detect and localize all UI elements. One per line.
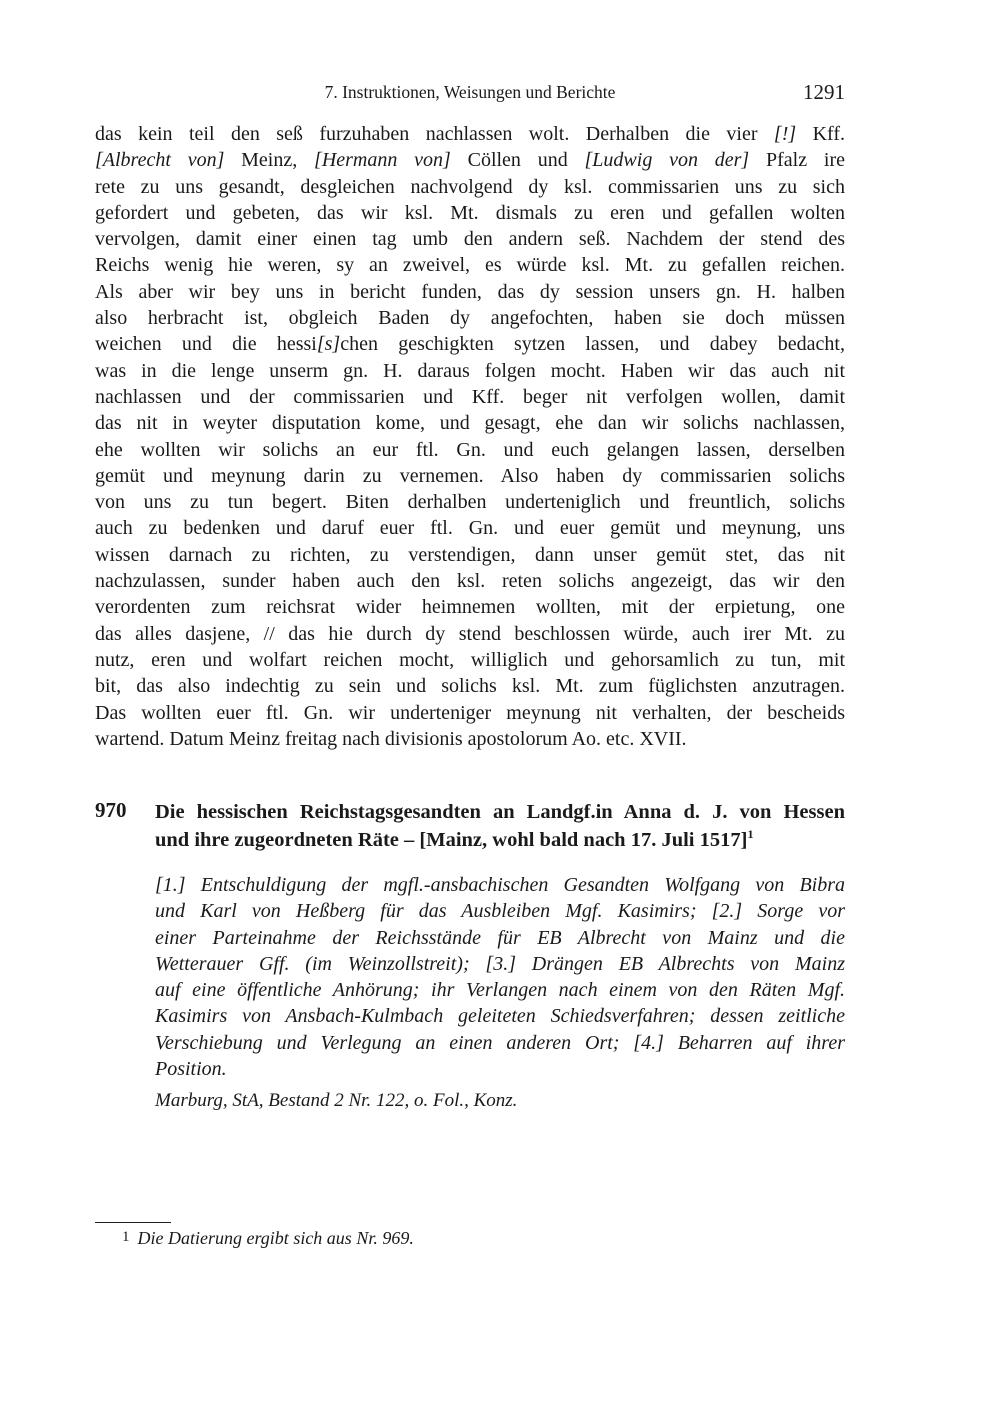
text-line xyxy=(95,358,845,384)
text-line xyxy=(95,384,845,410)
text-line xyxy=(95,568,845,594)
text-segment: das nit in weyter disputation kome, und gesagt, ehe dan wir solichs nachlassen, xyxy=(95,412,845,435)
text-line xyxy=(95,279,845,305)
editorial-insertion: [Albrecht von] xyxy=(95,149,225,172)
page-number: 1291 xyxy=(803,80,845,104)
footnote-divider xyxy=(95,1222,171,1223)
summary-line: Position. xyxy=(155,1058,227,1081)
text-segment: bit, das also indechtig zu sein und solichs ksl. Mt. zum füglichsten anzutragen. xyxy=(95,675,845,698)
text-line xyxy=(95,331,845,357)
text-segment: vervolgen, damit einer einen tag umb den andern seß. Nachdem der stend des xyxy=(95,228,845,251)
text-segment: das kein teil den seß furzuhaben nachlassen wolt. Derhalben die vier xyxy=(95,123,774,145)
text-segment: wartend. Datum Meinz freitag nach divisionis apostolorum Ao. etc. XVII. xyxy=(95,727,687,750)
body-text xyxy=(95,121,845,752)
title-line xyxy=(155,798,845,826)
text-segment: Reichs wenig hie weren, sy an zweivel, es würde ksl. Mt. zu gefallen reichen. xyxy=(95,254,845,277)
title-text: Die hessischen Reichstagsgesandten an Landgf.in Anna d. J. von Hessen xyxy=(155,801,845,823)
text-line xyxy=(95,700,845,726)
text-segment: Das wollten euer ftl. Gn. wir underteniger meynung nit verhalten, der bescheids xyxy=(95,701,845,724)
text-line xyxy=(95,437,845,463)
text-line xyxy=(95,305,845,331)
title-text: und ihre zugeordneten Räte – [Mainz, wohl bald nach 17. Juli 1517] xyxy=(155,829,748,851)
footnote-text: Die Datierung ergibt sich aus Nr. 969. xyxy=(137,1228,414,1248)
text-segment: gefordert und gebeten, das wir ksl. Mt. dismals zu eren und gefallen wolten xyxy=(95,201,845,224)
text-line xyxy=(95,621,845,647)
text-line xyxy=(95,226,845,252)
editorial-insertion: [s] xyxy=(316,333,341,356)
editorial-insertion: [!] xyxy=(773,123,797,145)
text-line xyxy=(95,647,845,673)
text-line xyxy=(95,594,845,620)
document-number: 970 xyxy=(95,798,127,822)
summary-line: Kasimirs von Ansbach-Kulmbach geleiteten Schiedsverfahren; dessen zeitliche xyxy=(155,1005,845,1028)
text-segment: nutz, eren und wolfart reichen mocht, williglich und gehorsamlich zu tun, mit xyxy=(95,648,845,671)
text-line xyxy=(95,726,845,752)
text-line xyxy=(95,673,845,699)
text-line xyxy=(95,174,845,200)
text-line xyxy=(95,515,845,541)
title-line xyxy=(155,826,845,854)
text-segment: was in die lenge unserm gn. H. daraus folgen mocht. Haben wir das auch nit xyxy=(95,359,845,382)
summary-line: einer Parteinahme der Reichsstände für EB Albrecht von Mainz und die xyxy=(155,926,845,949)
text-segment: von uns zu tun begert. Biten derhalben underteniglich und freuntlich, solichs xyxy=(95,491,845,514)
text-line xyxy=(95,200,845,226)
text-segment: also herbracht ist, obgleich Baden dy angefochten, haben sie doch müssen xyxy=(95,307,845,330)
text-segment: auch zu bedenken und daruf euer ftl. Gn. und euer gemüt und meynung, uns xyxy=(95,517,845,540)
text-segment: Meinz, xyxy=(224,149,315,172)
summary-line: Wetterauer Gff. (im Weinzollstreit); [3.] Drängen EB Albrechts von Mainz xyxy=(155,952,845,975)
text-segment: Als aber wir bey uns in bericht funden, das dy session unsers gn. H. halben xyxy=(95,280,845,303)
text-line xyxy=(95,147,845,173)
text-segment: gemüt und meynung darin zu vernemen. Also haben dy commissarien solichs xyxy=(95,464,845,487)
footnote xyxy=(122,1228,414,1249)
running-head xyxy=(95,80,845,106)
text-segment: Pfalz ire xyxy=(749,149,845,172)
text-segment: rete zu uns gesandt, desgleichen nachvolgend dy ksl. commissarien uns zu sich xyxy=(95,175,845,198)
text-segment: Kff. xyxy=(796,123,845,145)
text-segment: weichen und die hessi xyxy=(95,333,317,356)
text-line xyxy=(95,252,845,278)
text-segment: verordenten zum reichsrat wider heimnemen wollten, mit der erpietung, one xyxy=(95,596,845,619)
text-segment: chen geschigkten sytzen lassen, und dabey bedacht, xyxy=(340,333,845,356)
text-segment: ehe wollten wir solichs an eur ftl. Gn. und euch gelangen lassen, derselben xyxy=(95,438,845,461)
text-line xyxy=(95,542,845,568)
document-title xyxy=(155,798,845,854)
text-line xyxy=(95,489,845,515)
footnote-ref[interactable]: 1 xyxy=(747,827,754,841)
text-line xyxy=(95,463,845,489)
document-summary xyxy=(155,872,845,1082)
summary-line: auf eine öffentliche Anhörung; ihr Verlangen nach einem von den Räten Mgf. xyxy=(155,979,845,1002)
footnote-mark: 1 xyxy=(122,1229,130,1245)
text-segment: wissen darnach zu richten, zu verstendigen, dann unser gemüt stet, das nit xyxy=(95,543,845,566)
text-segment: das alles dasjene, // das hie durch dy stend beschlossen würde, auch irer Mt. zu xyxy=(95,622,845,645)
summary-line: und Karl von Heßberg für das Ausbleiben Mgf. Kasimirs; [2.] Sorge vor xyxy=(155,900,845,923)
text-segment: nachzulassen, sunder haben auch den ksl. reten solichs angezeigt, das wir den xyxy=(95,570,845,593)
editorial-insertion: [Ludwig von der] xyxy=(584,149,750,172)
text-line xyxy=(95,410,845,436)
summary-line: [1.] Entschuldigung der mgfl.-ansbachischen Gesandten Wolfgang von Bibra xyxy=(155,874,845,896)
editorial-insertion: [Hermann von] xyxy=(314,149,451,172)
chapter-title: 7. Instruktionen, Weisungen und Berichte xyxy=(324,82,616,102)
summary-line: Verschiebung und Verlegung an einen anderen Ort; [4.] Beharren auf ihrer xyxy=(155,1031,845,1054)
text-segment: Cöllen und xyxy=(450,149,585,172)
text-segment: nachlassen und der commissarien und Kff. beger nit verfolgen wollen, damit xyxy=(95,385,845,408)
text-line xyxy=(95,121,845,147)
archival-source: Marburg, StA, Bestand 2 Nr. 122, o. Fol., Konz. xyxy=(155,1090,518,1111)
